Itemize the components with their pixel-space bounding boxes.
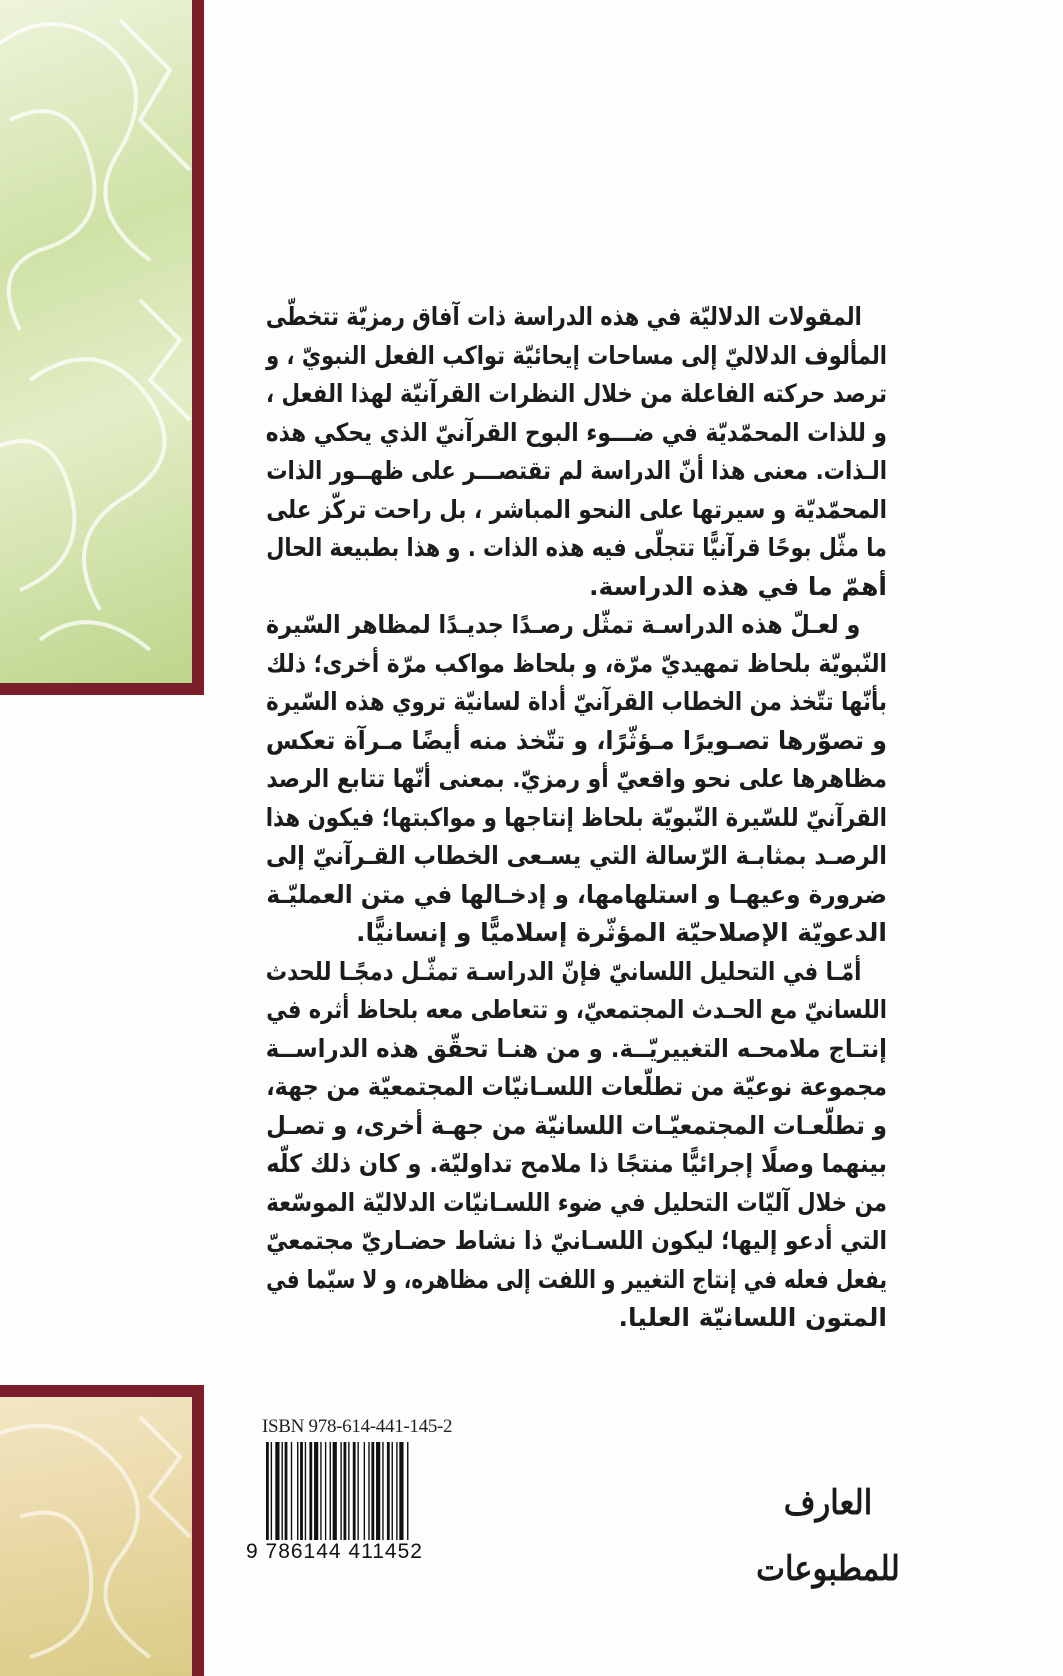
barcode-bar (357, 1442, 358, 1550)
barcode-bar (387, 1442, 390, 1550)
barcode-bar (314, 1442, 318, 1550)
barcode-bar (275, 1442, 279, 1550)
barcode-bar (348, 1442, 349, 1550)
decorative-floral-panel-top (0, 0, 204, 695)
barcode-bar (396, 1442, 397, 1550)
text-line: و تصوّرها تصـويرًا مـؤثّرًا، و تتّخذ منه أيضًا مـرآة تعكس (265, 725, 887, 755)
barcode-bar (353, 1442, 356, 1550)
publisher-logo: العارف للمطبوعات (756, 1483, 900, 1589)
text-line: المتون اللسانيّة العليا. (618, 1303, 887, 1332)
text-line: ضرورة وعيهـا و استلهامها، و إدخـالها في متن العمليّـة (266, 879, 887, 909)
floral-pattern-icon (0, 0, 192, 683)
barcode-bar (392, 1442, 393, 1550)
barcode-bar (297, 1442, 298, 1550)
barcode-bar (344, 1442, 347, 1550)
text-line: المألوف الدلاليّ إلى مساحات إيحائيّة تواكب الفعل النبويّ ، و (266, 340, 887, 370)
barcode-icon (266, 1442, 456, 1550)
barcode-bar (364, 1442, 365, 1550)
barcode-bar (320, 1442, 321, 1550)
text-line: بينهما وصلًا إجرائيًّا منتجًا ذا ملامح تداوليّة. و كان ذلك كلّه (266, 1149, 887, 1178)
barcode-bar (330, 1442, 331, 1550)
text-line: و تطلّعـات المجتمعيّـات اللسانيّة من جهـة أخرى، و تصـل (266, 1110, 887, 1140)
text-line: المحمّديّة و سيرتها على النحو المباشر ، بل راحت تركّز على (266, 494, 888, 524)
text-line: ما مثّل بوحًا قرآنيًّا تتجلّى فيه هذه الذات . و هذا بطبيعة الحال (266, 533, 887, 562)
text-line: الرصـد بمثابـة الرّسالة التي يسـعى الخطاب القـرآنيّ إلى (265, 841, 887, 870)
barcode-bar (309, 1442, 312, 1550)
text-line: إنتـاج ملامحـه التغييريّــة. و من هنـا تحقّق هذه الدراســة (265, 1033, 888, 1063)
barcode-bar (266, 1442, 269, 1550)
text-line: الدعويّة الإصلاحيّة المؤثّرة إسلاميًّا و إنسانيًّا. (355, 918, 887, 947)
text-line: و لعـلّ هذه الدراسـة تمثّل رصـدًا جديـدًا لمظاهر السّيرة (265, 610, 861, 639)
text-line: التي أدعو إليها؛ ليكون اللسـانيّ ذا نشاط حضـاريّ مجتمعيّ (266, 1226, 887, 1255)
barcode-bar (407, 1442, 408, 1550)
floral-pattern-icon (0, 1397, 192, 1676)
text-line: مظاهرها على نحو واقعيّ أو رمزيّ. بمعنى أنّها تتابع الرصد (266, 764, 887, 793)
text-line: الـذات. معنى هذا أنّ الدراسة لم تقتصـــر على ظهــور الذات (266, 456, 887, 485)
barcode-bar (271, 1442, 272, 1550)
barcode-bar (399, 1442, 403, 1550)
barcode-bar (300, 1442, 303, 1550)
back-cover-blurb (266, 298, 887, 1338)
decorative-floral-panel-bottom (0, 1385, 204, 1676)
barcode-bar (368, 1442, 369, 1550)
text-line: من خلال آليّات التحليل في ضوء اللسـانيّات الدلاليّة الموسّعة (266, 1187, 887, 1217)
isbn-label: ISBN 978-614-441-145-2 (262, 1416, 453, 1437)
barcode-bar (282, 1442, 283, 1550)
text-line: أهمّ ما في هذه الدراسة. (589, 571, 887, 601)
barcode-bar (371, 1442, 374, 1550)
text-line: ترصد حركته الفاعلة من خلال النظرات القرآنيّة لهذا الفعل ، (266, 379, 888, 408)
text-line: بأنّها تتّخذ من الخطاب القرآنيّ أداة لسانيّة تروي هذه السّيرة (266, 687, 887, 716)
text-line: اللسانيّ مع الحـدث المجتمعيّ، و تتعاطى معه بلحاظ أثره في (266, 995, 888, 1024)
barcode-digits: 9 786144 411452 (246, 1540, 423, 1563)
text-line: و للذات المحمّديّة في ضـــوء البوح القرآنيّ الذي يحكي هذه (265, 417, 887, 447)
paragraph-3 (266, 953, 887, 1338)
text-line: النّبويّة بلحاظ تمهيديّ مرّة، و بلحاظ مواكب مرّة أخرى؛ ذلك (266, 648, 887, 678)
barcode-bar (285, 1442, 288, 1550)
text-line: يفعل فعله في إنتاج التغيير و اللفت إلى مظاهره، و لا سيّما في (266, 1264, 887, 1294)
barcode-bar (376, 1442, 380, 1550)
text-line: القرآنيّ للسّيرة النّبويّة بلحاظ إنتاجها و مواكبتها؛ فيكون هذا (265, 802, 887, 832)
barcode-bar (325, 1442, 326, 1550)
text-line: المقولات الدلاليّة في هذه الدراسة ذات آفاق رمزيّة تتخطّى (265, 302, 862, 331)
barcode-bar (291, 1442, 292, 1550)
barcode-bar (305, 1442, 306, 1550)
text-line: أمّـا في التحليل اللسانيّ فإنّ الدراسـة تمثّـل دمجًـا للحدث (265, 956, 862, 986)
paragraph-1 (266, 298, 887, 606)
barcode-bar (340, 1442, 341, 1550)
paragraph-2 (266, 606, 887, 953)
barcode-bar (382, 1442, 383, 1550)
barcode-bar (333, 1442, 337, 1550)
text-line: مجموعة نوعيّة من تطلّعات اللسـانيّات المجتمعيّة من جهة، (266, 1072, 887, 1101)
